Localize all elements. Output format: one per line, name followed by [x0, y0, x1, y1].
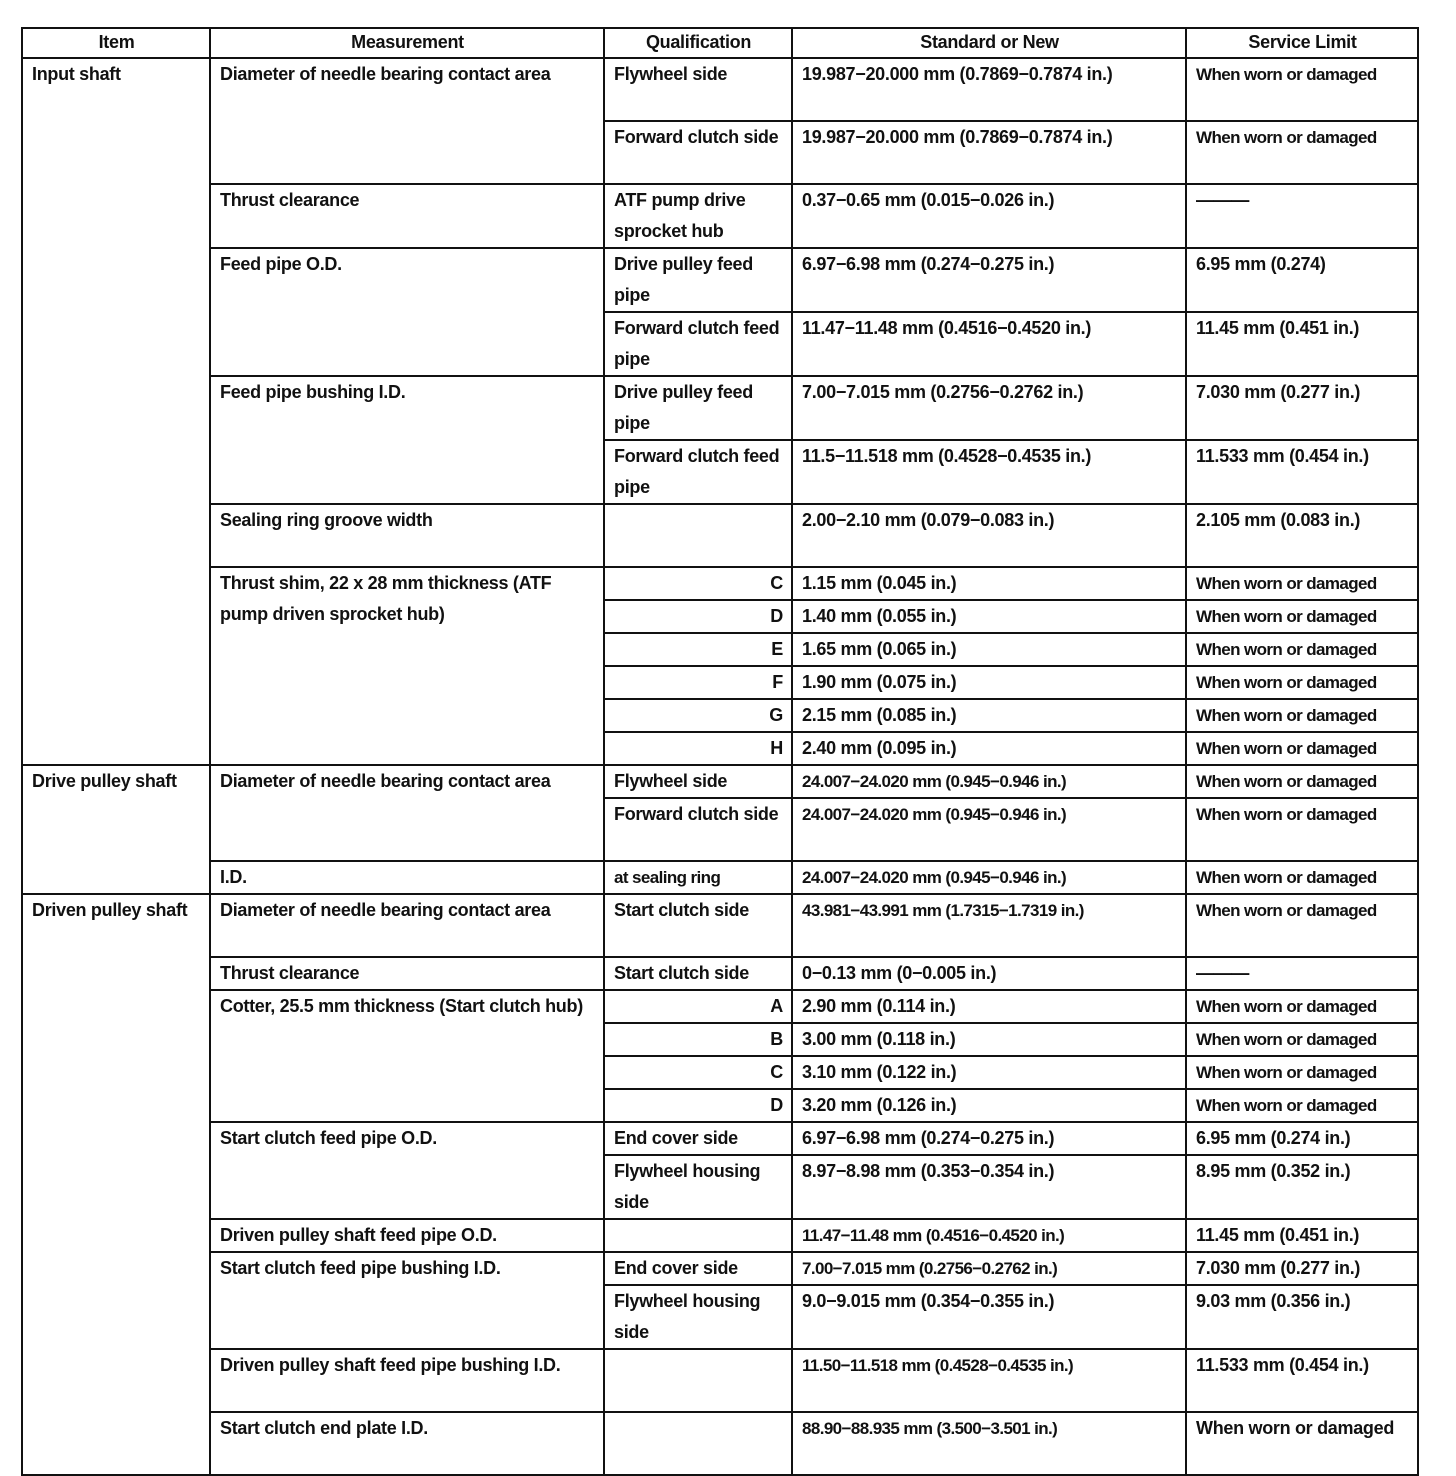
qualification-cell: Forward clutch side — [604, 121, 792, 184]
limit-cell: 2.105 mm (0.083 in.) — [1186, 504, 1418, 567]
qualification-cell: Drive pulley feed pipe — [604, 376, 792, 440]
table-row — [22, 504, 1418, 567]
standard-cell: 7.00−7.015 mm (0.2756−0.2762 in.) — [792, 1252, 1186, 1285]
measurement-cell: Cotter, 25.5 mm thickness (Start clutch hub) — [210, 990, 604, 1122]
limit-cell: When worn or damaged — [1186, 1089, 1418, 1122]
qualification-cell: Flywheel housing side — [604, 1285, 792, 1349]
table-row — [22, 765, 1418, 798]
standard-cell: 2.40 mm (0.095 in.) — [792, 732, 1186, 765]
limit-cell: 7.030 mm (0.277 in.) — [1186, 376, 1418, 440]
item-cell: Input shaft — [22, 58, 210, 765]
limit-cell: 9.03 mm (0.356 in.) — [1186, 1285, 1418, 1349]
limit-cell: 7.030 mm (0.277 in.) — [1186, 1252, 1418, 1285]
standard-cell: 6.97−6.98 mm (0.274−0.275 in.) — [792, 1122, 1186, 1155]
measurement-cell: Diameter of needle bearing contact area — [210, 765, 604, 861]
table-row — [22, 184, 1418, 248]
measurement-cell: Driven pulley shaft feed pipe bushing I.D. — [210, 1349, 604, 1412]
measurement-cell: Start clutch feed pipe O.D. — [210, 1122, 604, 1219]
table-row — [22, 894, 1418, 957]
qualification-cell: E — [604, 633, 792, 666]
qualification-cell: G — [604, 699, 792, 732]
qualification-cell: Flywheel side — [604, 58, 792, 121]
table-row — [22, 58, 1418, 121]
qualification-cell: Forward clutch side — [604, 798, 792, 861]
standard-cell: 19.987−20.000 mm (0.7869−0.7874 in.) — [792, 121, 1186, 184]
qualification-cell: D — [604, 600, 792, 633]
limit-cell: 11.45 mm (0.451 in.) — [1186, 312, 1418, 376]
standard-cell: 9.0−9.015 mm (0.354−0.355 in.) — [792, 1285, 1186, 1349]
limit-cell: When worn or damaged — [1186, 1056, 1418, 1089]
measurement-cell: Driven pulley shaft feed pipe O.D. — [210, 1219, 604, 1252]
standard-cell: 43.981−43.991 mm (1.7315−1.7319 in.) — [792, 894, 1186, 957]
qualification-cell: End cover side — [604, 1252, 792, 1285]
limit-cell: When worn or damaged — [1186, 1023, 1418, 1056]
measurement-cell: Start clutch feed pipe bushing I.D. — [210, 1252, 604, 1349]
limit-cell: When worn or damaged — [1186, 121, 1418, 184]
header-qualification: Qualification — [604, 28, 792, 58]
qualification-cell: H — [604, 732, 792, 765]
standard-cell: 1.90 mm (0.075 in.) — [792, 666, 1186, 699]
qualification-cell: Forward clutch feed pipe — [604, 312, 792, 376]
limit-cell: When worn or damaged — [1186, 633, 1418, 666]
limit-cell: When worn or damaged — [1186, 798, 1418, 861]
qualification-cell: C — [604, 1056, 792, 1089]
spec-table — [21, 27, 1419, 1476]
limit-cell: When worn or damaged — [1186, 732, 1418, 765]
standard-cell: 19.987−20.000 mm (0.7869−0.7874 in.) — [792, 58, 1186, 121]
qualification-cell: D — [604, 1089, 792, 1122]
standard-cell: 11.47−11.48 mm (0.4516−0.4520 in.) — [792, 312, 1186, 376]
qualification-cell: B — [604, 1023, 792, 1056]
measurement-cell: Sealing ring groove width — [210, 504, 604, 567]
limit-cell: 11.45 mm (0.451 in.) — [1186, 1219, 1418, 1252]
limit-cell: When worn or damaged — [1186, 894, 1418, 957]
header-standard: Standard or New — [792, 28, 1186, 58]
standard-cell: 2.15 mm (0.085 in.) — [792, 699, 1186, 732]
qualification-cell: ATF pump drive sprocket hub — [604, 184, 792, 248]
table-row — [22, 957, 1418, 990]
standard-cell: 6.97−6.98 mm (0.274−0.275 in.) — [792, 248, 1186, 312]
standard-cell: 2.90 mm (0.114 in.) — [792, 990, 1186, 1023]
qualification-cell — [604, 1219, 792, 1252]
qualification-cell: Drive pulley feed pipe — [604, 248, 792, 312]
standard-cell: 1.15 mm (0.045 in.) — [792, 567, 1186, 600]
qualification-cell: Flywheel housing side — [604, 1155, 792, 1219]
qualification-cell: Start clutch side — [604, 957, 792, 990]
limit-cell: When worn or damaged — [1186, 1412, 1418, 1475]
table-row — [22, 1122, 1418, 1155]
qualification-cell: Forward clutch feed pipe — [604, 440, 792, 504]
qualification-cell: F — [604, 666, 792, 699]
measurement-cell: Diameter of needle bearing contact area — [210, 58, 604, 184]
measurement-cell: I.D. — [210, 861, 604, 894]
item-cell: Driven pulley shaft — [22, 894, 210, 1475]
limit-cell: When worn or damaged — [1186, 765, 1418, 798]
table-row — [22, 567, 1418, 600]
item-cell: Drive pulley shaft — [22, 765, 210, 894]
measurement-cell: Diameter of needle bearing contact area — [210, 894, 604, 957]
qualification-cell: at sealing ring — [604, 861, 792, 894]
limit-cell: When worn or damaged — [1186, 861, 1418, 894]
measurement-cell: Thrust shim, 22 x 28 mm thickness (ATF pump driven sprocket hub) — [210, 567, 604, 765]
header-service-limit: Service Limit — [1186, 28, 1418, 58]
table-row — [22, 248, 1418, 312]
limit-cell: When worn or damaged — [1186, 600, 1418, 633]
limit-cell: 8.95 mm (0.352 in.) — [1186, 1155, 1418, 1219]
limit-cell: ——— — [1186, 184, 1418, 248]
limit-cell: 11.533 mm (0.454 in.) — [1186, 1349, 1418, 1412]
limit-cell: When worn or damaged — [1186, 58, 1418, 121]
limit-cell: When worn or damaged — [1186, 990, 1418, 1023]
limit-cell: 11.533 mm (0.454 in.) — [1186, 440, 1418, 504]
standard-cell: 24.007−24.020 mm (0.945−0.946 in.) — [792, 798, 1186, 861]
standard-cell: 11.50−11.518 mm (0.4528−0.4535 in.) — [792, 1349, 1186, 1412]
qualification-cell: A — [604, 990, 792, 1023]
standard-cell: 2.00−2.10 mm (0.079−0.083 in.) — [792, 504, 1186, 567]
standard-cell: 0−0.13 mm (0−0.005 in.) — [792, 957, 1186, 990]
standard-cell: 3.10 mm (0.122 in.) — [792, 1056, 1186, 1089]
header-item: Item — [22, 28, 210, 58]
measurement-cell: Thrust clearance — [210, 184, 604, 248]
limit-cell: 6.95 mm (0.274) — [1186, 248, 1418, 312]
qualification-cell — [604, 504, 792, 567]
standard-cell: 88.90−88.935 mm (3.500−3.501 in.) — [792, 1412, 1186, 1475]
header-measurement: Measurement — [210, 28, 604, 58]
standard-cell: 3.20 mm (0.126 in.) — [792, 1089, 1186, 1122]
limit-cell: ——— — [1186, 957, 1418, 990]
standard-cell: 0.37−0.65 mm (0.015−0.026 in.) — [792, 184, 1186, 248]
standard-cell: 1.40 mm (0.055 in.) — [792, 600, 1186, 633]
standard-cell: 3.00 mm (0.118 in.) — [792, 1023, 1186, 1056]
standard-cell: 8.97−8.98 mm (0.353−0.354 in.) — [792, 1155, 1186, 1219]
table-row — [22, 1252, 1418, 1285]
measurement-cell: Thrust clearance — [210, 957, 604, 990]
header-row — [22, 28, 1418, 58]
standard-cell: 24.007−24.020 mm (0.945−0.946 in.) — [792, 861, 1186, 894]
table-row — [22, 1349, 1418, 1412]
limit-cell: When worn or damaged — [1186, 666, 1418, 699]
standard-cell: 1.65 mm (0.065 in.) — [792, 633, 1186, 666]
qualification-cell: Flywheel side — [604, 765, 792, 798]
limit-cell: When worn or damaged — [1186, 567, 1418, 600]
table-row — [22, 861, 1418, 894]
standard-cell: 7.00−7.015 mm (0.2756−0.2762 in.) — [792, 376, 1186, 440]
qualification-cell: End cover side — [604, 1122, 792, 1155]
standard-cell: 24.007−24.020 mm (0.945−0.946 in.) — [792, 765, 1186, 798]
limit-cell: When worn or damaged — [1186, 699, 1418, 732]
standard-cell: 11.47−11.48 mm (0.4516−0.4520 in.) — [792, 1219, 1186, 1252]
qualification-cell: C — [604, 567, 792, 600]
limit-cell: 6.95 mm (0.274 in.) — [1186, 1122, 1418, 1155]
standard-cell: 11.5−11.518 mm (0.4528−0.4535 in.) — [792, 440, 1186, 504]
qualification-cell: Start clutch side — [604, 894, 792, 957]
measurement-cell: Feed pipe O.D. — [210, 248, 604, 376]
qualification-cell — [604, 1349, 792, 1412]
table-row — [22, 990, 1418, 1023]
table-row — [22, 376, 1418, 440]
table-row — [22, 1219, 1418, 1252]
measurement-cell: Start clutch end plate I.D. — [210, 1412, 604, 1475]
measurement-cell: Feed pipe bushing I.D. — [210, 376, 604, 504]
